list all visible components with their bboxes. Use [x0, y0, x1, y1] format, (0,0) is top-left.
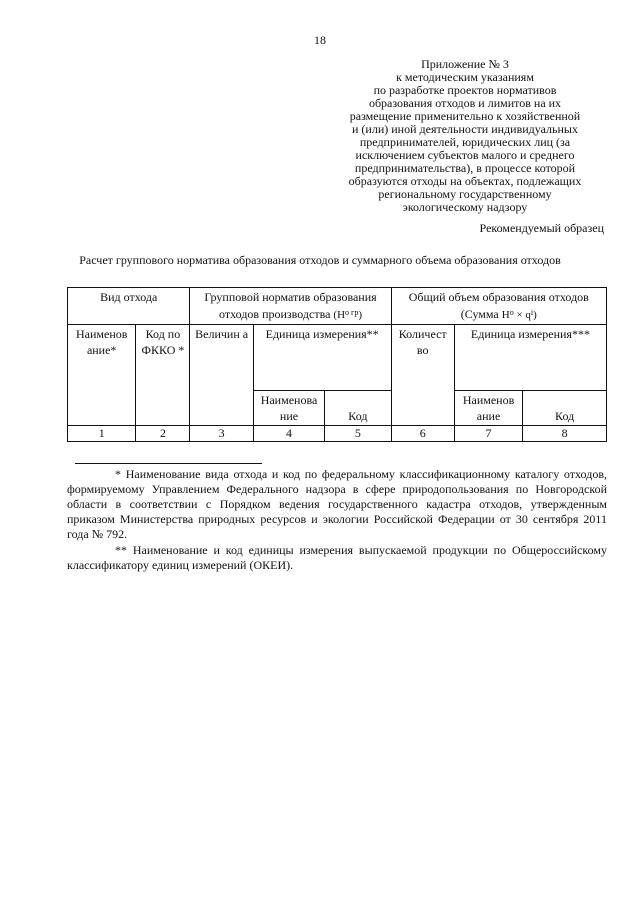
header-unit-2-name: Наименов ание: [454, 391, 522, 426]
column-number: 5: [325, 426, 391, 442]
header-total-volume-text: Общий объем образования отходов (Сумма: [408, 290, 589, 321]
header-value: Величин а: [190, 325, 253, 426]
appendix-line: предпринимателей, юридических лиц (за: [359, 135, 571, 149]
footnote-1: * Наименование вида отхода и код по федеральному классификационному каталогу отходов, формируемому Управлением Федерального надзора в сфере природопользования по Новгородской области в соответствии с Порядком ведения государственного кадастра отходов, утвержденным приказом Министерства природных ресурсов и экологии Российской Федерации от 30 сентября 2011 года № 792.: [67, 467, 607, 541]
header-fkko-code: Код по ФККО *: [136, 325, 190, 426]
header-unit-2: Единица измерения***: [454, 325, 606, 391]
appendix-line: образуются отходы на объектах, подлежащих: [348, 174, 582, 188]
calculation-table: [67, 287, 607, 442]
appendix-line: образования отходов и лимитов на их: [368, 96, 562, 110]
appendix-line: экологическому надзору: [402, 200, 528, 214]
appendix-line: размещение применительно к хозяйственной: [349, 109, 581, 123]
header-waste-type: Вид отхода: [68, 288, 190, 325]
total-volume-formula: $Н^о \times q^i$): [501, 308, 537, 321]
recommended-sample-label: Рекомендуемый образец: [479, 221, 604, 235]
footnotes: [67, 467, 607, 573]
header-unit-1: Единица измерения**: [253, 325, 391, 391]
group-norm-formula: $(Н^{о гр})$: [333, 308, 362, 321]
column-number: 1: [68, 426, 136, 442]
column-number: 4: [253, 426, 324, 442]
header-unit-2-code: Код: [523, 391, 607, 426]
appendix-line: исключением субъектов малого и среднего: [355, 148, 575, 162]
column-number: 3: [190, 426, 253, 442]
header-name: Наименов ание*: [68, 325, 136, 426]
appendix-line: Приложение № 3: [421, 57, 509, 71]
appendix-line: предпринимательства), в процессе которой: [354, 161, 576, 175]
table-title: Расчет группового норматива образования отходов и суммарного объема образования отходов: [79, 253, 561, 267]
appendix-line: по разработке проектов нормативов: [373, 83, 557, 97]
header-quantity: Количест во: [391, 325, 454, 426]
footnote-2: ** Наименование и код единицы измерения выпускаемой продукции по Общероссийскому классификатору единиц измерений (ОКЕИ).: [67, 543, 607, 572]
page-number: 18: [314, 33, 326, 47]
appendix-line: к методическим указаниям: [396, 70, 534, 84]
appendix-header: [320, 58, 610, 214]
footnote-divider: [75, 463, 262, 464]
column-number: 2: [136, 426, 190, 442]
header-unit-1-name: Наименова ние: [253, 391, 324, 426]
appendix-line: региональному государственному: [378, 187, 552, 201]
header-unit-1-code: Код: [325, 391, 391, 426]
header-group-norm-text: Групповой норматив образования отходов производства: [204, 290, 377, 321]
column-number: 6: [391, 426, 454, 442]
column-number: 7: [454, 426, 522, 442]
header-group-norm: [190, 288, 391, 325]
appendix-line: и (или) иной деятельности индивидуальных: [352, 122, 578, 136]
header-total-volume: [391, 288, 606, 325]
column-number: 8: [523, 426, 607, 442]
